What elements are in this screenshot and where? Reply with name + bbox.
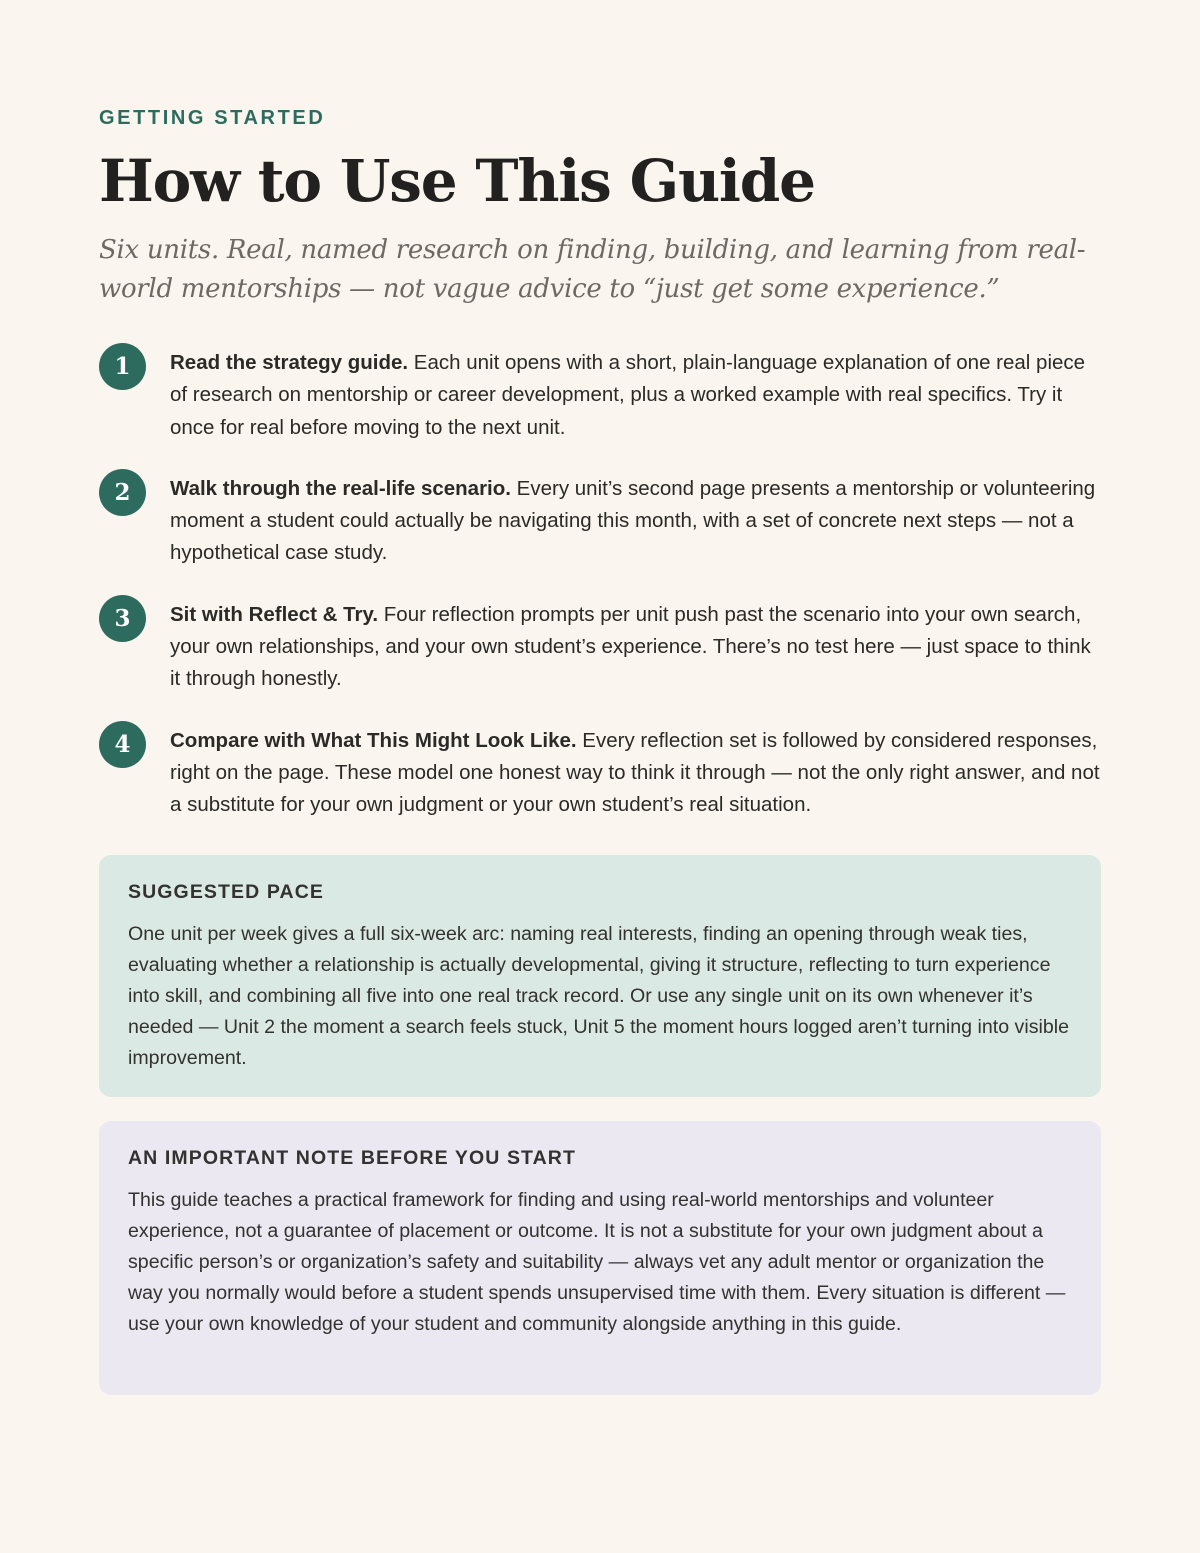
step-body: Every reflection set is followed by considered responses, right on the page. These model one honest way to think it through — not the only right answer, and not a substitute for your own judgment or your own student’s real situation. <box>170 728 1100 817</box>
step-lead: Sit with Reflect & Try. <box>170 602 379 626</box>
section-eyebrow: GETTING STARTED <box>99 107 326 129</box>
step-body: Four reflection prompts per unit push past the scenario into your own search, your own relationships, and your own student’s experience. There’s no test here — just space to think it through honestly. <box>170 602 1091 691</box>
step-text <box>170 347 1101 444</box>
step-text <box>170 725 1101 822</box>
suggested-pace-body: One unit per week gives a full six-week arc: naming real interests, finding an opening through weak ties, evaluating whether a relationship is actually developmental, giving it structure, reflecting to turn experience into skill, and combining all five into one real track record. Or use any single unit on its own whenever it’s needed — Unit 2 the moment a search feels stuck, Unit 5 the moment hours logged aren’t turning into visible improvement. <box>128 922 1070 1069</box>
step-lead: Read the strategy guide. <box>170 351 409 374</box>
step-number-badge: 4 <box>99 721 146 768</box>
page-subtitle: Six units. Real, named research on finding, building, and learning from real-world mentorships — not vague advice to “just get some experience.” <box>99 235 1086 304</box>
steps-list <box>99 347 1101 822</box>
important-note-body: This guide teaches a practical framework for finding and using real-world mentorships and volunteer experience, not a guarantee of placement or outcome. It is not a substitute for your own judgment about a specific person’s or organization’s safety and suitability — always vet any adult mentor or organization the way you normally would before a student spends unsupervised time with them. Every situation is different — use your own knowledge of your student and community alongside anything in this guide. <box>128 1188 1066 1335</box>
step-item <box>99 347 1101 444</box>
step-item <box>99 725 1101 822</box>
step-number-badge: 3 <box>99 595 146 642</box>
important-note-box <box>99 1121 1101 1395</box>
step-text <box>170 473 1101 570</box>
step-lead: Compare with What This Might Look Like. <box>170 728 577 752</box>
step-lead: Walk through the real-life scenario. <box>170 476 511 500</box>
suggested-pace-heading: SUGGESTED PACE <box>128 880 324 903</box>
important-note-heading: AN IMPORTANT NOTE BEFORE YOU START <box>128 1146 576 1169</box>
step-number-badge: 2 <box>99 469 146 516</box>
step-item <box>99 473 1101 570</box>
step-body: Every unit’s second page presents a mentorship or volunteering moment a student could actually be navigating this month, with a set of concrete next steps — not a hypothetical case study. <box>170 476 1096 565</box>
suggested-pace-box <box>99 855 1101 1097</box>
step-item <box>99 599 1101 696</box>
page-title: How to Use This Guide <box>99 147 815 215</box>
step-number-badge: 1 <box>99 343 146 390</box>
step-body: Each unit opens with a short, plain-language explanation of one real piece of research on mentorship or career development, plus a worked example with real specifics. Try it once for real before moving to the next unit. <box>170 351 1086 439</box>
step-text <box>170 599 1101 696</box>
